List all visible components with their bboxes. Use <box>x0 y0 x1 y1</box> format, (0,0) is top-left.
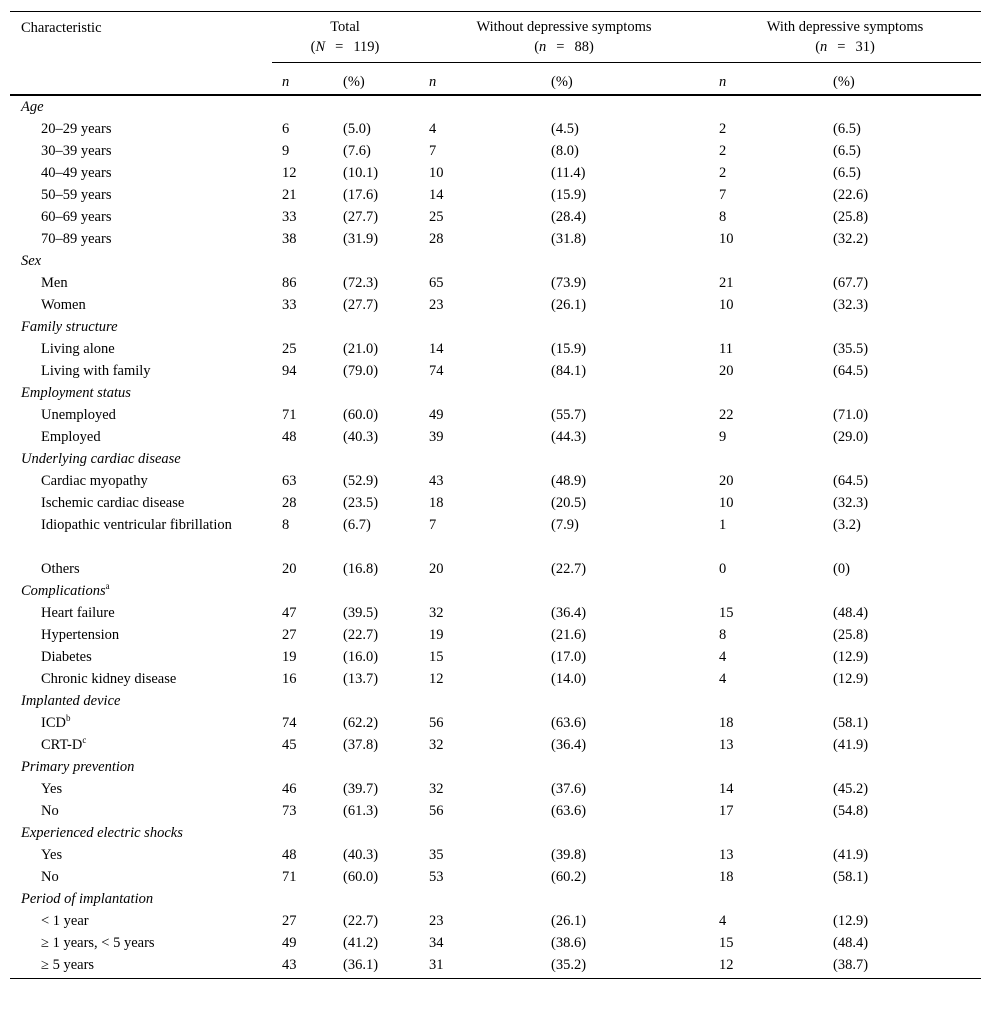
percent-cell: (29.0) <box>833 429 869 445</box>
percent-cell: (58.1) <box>833 715 869 731</box>
category-label: Sex <box>21 253 42 269</box>
percent-cell: (27.7) <box>343 209 379 225</box>
count-cell: 6 <box>282 121 290 137</box>
count-cell: 13 <box>719 847 734 863</box>
percent-cell: (52.9) <box>343 473 379 489</box>
header-without <box>450 17 678 57</box>
percent-cell: (73.9) <box>551 275 587 291</box>
percent-cell: (15.9) <box>551 341 587 357</box>
percent-cell: (32.2) <box>833 231 869 247</box>
count-cell: 4 <box>429 121 437 137</box>
top-rule <box>10 11 981 12</box>
sub-n-with: n <box>719 74 727 90</box>
count-cell: 18 <box>719 869 734 885</box>
row-label: No <box>41 803 59 819</box>
percent-cell: (35.2) <box>551 957 587 973</box>
percent-cell: (48.4) <box>833 935 869 951</box>
percent-cell: (6.7) <box>343 517 371 533</box>
count-cell: 17 <box>719 803 734 819</box>
percent-cell: (25.8) <box>833 627 869 643</box>
percent-cell: (37.8) <box>343 737 379 753</box>
count-cell: 38 <box>282 231 297 247</box>
percent-cell: (6.5) <box>833 165 861 181</box>
count-cell: 65 <box>429 275 444 291</box>
count-cell: 7 <box>429 143 437 159</box>
table-body <box>10 96 981 976</box>
count-cell: 19 <box>429 627 444 643</box>
table-row <box>10 668 981 690</box>
percent-cell: (31.9) <box>343 231 379 247</box>
table-row <box>10 470 981 492</box>
count-cell: 49 <box>429 407 444 423</box>
count-cell: 86 <box>282 275 297 291</box>
header-total-title: Total <box>330 19 360 35</box>
category-label: Family structure <box>21 319 118 335</box>
percent-cell: (32.3) <box>833 297 869 313</box>
count-cell: 48 <box>282 429 297 445</box>
count-cell: 16 <box>282 671 297 687</box>
row-label: 30–39 years <box>41 143 112 159</box>
count-cell: 53 <box>429 869 444 885</box>
row-label: 40–49 years <box>41 165 112 181</box>
count-cell: 28 <box>282 495 297 511</box>
percent-cell: (22.6) <box>833 187 869 203</box>
percent-cell: (61.3) <box>343 803 379 819</box>
row-label: Ischemic cardiac disease <box>41 495 185 511</box>
row-label: Women <box>41 297 86 313</box>
count-cell: 35 <box>429 847 444 863</box>
percent-cell: (31.8) <box>551 231 587 247</box>
percent-cell: (21.6) <box>551 627 587 643</box>
table-row <box>10 360 981 382</box>
count-cell: 27 <box>282 627 297 643</box>
table-row <box>10 624 981 646</box>
percent-cell: (12.9) <box>833 671 869 687</box>
count-cell: 49 <box>282 935 297 951</box>
percent-cell: (37.6) <box>551 781 587 797</box>
row-label: CRT-$D^c$ <box>41 735 87 753</box>
count-cell: 21 <box>282 187 297 203</box>
table-row <box>10 778 981 800</box>
table-row <box>10 734 981 756</box>
percent-cell: (39.7) <box>343 781 379 797</box>
percent-cell: (12.9) <box>833 913 869 929</box>
percent-cell: (48.4) <box>833 605 869 621</box>
category-row <box>10 580 981 602</box>
count-cell: 10 <box>719 231 734 247</box>
percent-cell: (64.5) <box>833 363 869 379</box>
percent-cell: (26.1) <box>551 913 587 929</box>
row-label: Others <box>41 561 80 577</box>
count-cell: 1 <box>719 517 727 533</box>
percent-cell: (40.3) <box>343 847 379 863</box>
row-label: Men <box>41 275 68 291</box>
count-cell: 2 <box>719 121 727 137</box>
header-with <box>730 17 960 57</box>
count-cell: 73 <box>282 803 297 819</box>
percent-cell: (6.5) <box>833 143 861 159</box>
row-label: Diabetes <box>41 649 92 665</box>
table-row <box>10 558 981 580</box>
percent-cell: (35.5) <box>833 341 869 357</box>
row-label: ≥ 5 years <box>41 957 95 973</box>
category-row <box>10 448 981 470</box>
count-cell: 18 <box>719 715 734 731</box>
percent-cell: (48.9) <box>551 473 587 489</box>
row-label: Living with family <box>41 363 151 379</box>
category-row <box>10 250 981 272</box>
row-label: 60–69 years <box>41 209 112 225</box>
row-label: 20–29 years <box>41 121 112 137</box>
category-row <box>10 822 981 844</box>
table-row <box>10 844 981 866</box>
percent-cell: (55.7) <box>551 407 587 423</box>
row-label: Yes <box>41 847 63 863</box>
count-cell: 15 <box>719 605 734 621</box>
percent-cell: (22.7) <box>343 627 379 643</box>
table-row <box>10 932 981 954</box>
percent-cell: (44.3) <box>551 429 587 445</box>
table-row <box>10 426 981 448</box>
percent-cell: (60.0) <box>343 869 379 885</box>
count-cell: 23 <box>429 913 444 929</box>
percent-cell: (63.6) <box>551 715 587 731</box>
count-cell: 22 <box>719 407 734 423</box>
category-label: Age <box>21 99 44 115</box>
percent-cell: (28.4) <box>551 209 587 225</box>
count-cell: 39 <box>429 429 444 445</box>
count-cell: 56 <box>429 803 444 819</box>
percent-cell: (10.1) <box>343 165 379 181</box>
count-cell: 25 <box>429 209 444 225</box>
category-label: Underlying cardiac disease <box>21 451 181 467</box>
row-label: Living alone <box>41 341 115 357</box>
header-total-count: (N = 119) <box>310 39 380 55</box>
percent-cell: (16.0) <box>343 649 379 665</box>
percent-cell: (22.7) <box>343 913 379 929</box>
count-cell: 32 <box>429 737 444 753</box>
percent-cell: (16.8) <box>343 561 379 577</box>
row-label: < 1 year <box>41 913 89 929</box>
count-cell: 20 <box>282 561 297 577</box>
group-rule <box>272 62 981 63</box>
percent-cell: (32.3) <box>833 495 869 511</box>
category-label: Experienced electric shocks <box>21 825 183 841</box>
count-cell: 15 <box>429 649 444 665</box>
table-row <box>10 800 981 822</box>
percent-cell: (12.9) <box>833 649 869 665</box>
table-row <box>10 118 981 140</box>
category-label: Primary prevention <box>21 759 135 775</box>
row-label: 70–89 years <box>41 231 112 247</box>
row-label: No <box>41 869 59 885</box>
count-cell: 19 <box>282 649 297 665</box>
percent-cell: (41.2) <box>343 935 379 951</box>
row-label: Unemployed <box>41 407 116 423</box>
count-cell: 46 <box>282 781 297 797</box>
count-cell: 34 <box>429 935 444 951</box>
percent-cell: (72.3) <box>343 275 379 291</box>
row-label: 50–59 years <box>41 187 112 203</box>
table-row <box>10 184 981 206</box>
percent-cell: (22.7) <box>551 561 587 577</box>
count-cell: 47 <box>282 605 297 621</box>
category-row <box>10 382 981 404</box>
count-cell: 74 <box>282 715 297 731</box>
category-row <box>10 96 981 118</box>
table-row <box>10 140 981 162</box>
count-cell: 23 <box>429 297 444 313</box>
category-row <box>10 316 981 338</box>
table-row <box>10 910 981 932</box>
percent-cell: (36.4) <box>551 737 587 753</box>
count-cell: 7 <box>429 517 437 533</box>
category-label: Implanted device <box>21 693 121 709</box>
count-cell: 15 <box>719 935 734 951</box>
count-cell: 32 <box>429 605 444 621</box>
sub-pct-with: (%) <box>833 74 855 90</box>
count-cell: 43 <box>429 473 444 489</box>
count-cell: 4 <box>719 671 727 687</box>
count-cell: 8 <box>719 209 727 225</box>
table-row <box>10 712 981 734</box>
percent-cell: (62.2) <box>343 715 379 731</box>
category-label: Period of implantation <box>21 891 154 907</box>
percent-cell: (38.6) <box>551 935 587 951</box>
percent-cell: (5.0) <box>343 121 371 137</box>
category-label: Employment status <box>21 385 131 401</box>
count-cell: 45 <box>282 737 297 753</box>
footnote-marker: a <box>105 581 110 592</box>
count-cell: 20 <box>429 561 444 577</box>
percent-cell: (40.3) <box>343 429 379 445</box>
count-cell: 27 <box>282 913 297 929</box>
row-label: Hypertension <box>41 627 120 643</box>
percent-cell: (25.8) <box>833 209 869 225</box>
category-label: Complications$^a$ <box>21 581 110 599</box>
count-cell: 14 <box>719 781 734 797</box>
sub-n-total: n <box>282 74 290 90</box>
count-cell: 33 <box>282 209 297 225</box>
count-cell: 71 <box>282 869 297 885</box>
percent-cell: (17.6) <box>343 187 379 203</box>
count-cell: 43 <box>282 957 297 973</box>
category-row <box>10 690 981 712</box>
count-cell: 14 <box>429 341 444 357</box>
sub-pct-total: (%) <box>343 74 365 90</box>
count-cell: 25 <box>282 341 297 357</box>
percent-cell: (36.4) <box>551 605 587 621</box>
table-row <box>10 206 981 228</box>
count-cell: 2 <box>719 143 727 159</box>
table-row <box>10 294 981 316</box>
table-row <box>10 954 981 976</box>
count-cell: 4 <box>719 649 727 665</box>
table-row <box>10 404 981 426</box>
table-row <box>10 272 981 294</box>
percent-cell: (7.9) <box>551 517 579 533</box>
count-cell: 9 <box>719 429 727 445</box>
percent-cell: (8.0) <box>551 143 579 159</box>
percent-cell: (3.2) <box>833 517 861 533</box>
table-row <box>10 228 981 250</box>
sub-pct-without: (%) <box>551 74 573 90</box>
count-cell: 63 <box>282 473 297 489</box>
percent-cell: (54.8) <box>833 803 869 819</box>
count-cell: 32 <box>429 781 444 797</box>
percent-cell: (17.0) <box>551 649 587 665</box>
percent-cell: (6.5) <box>833 121 861 137</box>
table-row <box>10 646 981 668</box>
count-cell: 10 <box>719 297 734 313</box>
category-row <box>10 888 981 910</box>
count-cell: 0 <box>719 561 727 577</box>
row-label: Yes <box>41 781 63 797</box>
percent-cell: (15.9) <box>551 187 587 203</box>
percent-cell: (23.5) <box>343 495 379 511</box>
count-cell: 9 <box>282 143 290 159</box>
count-cell: 12 <box>282 165 297 181</box>
percent-cell: (63.6) <box>551 803 587 819</box>
table-row <box>10 338 981 360</box>
count-cell: 33 <box>282 297 297 313</box>
table-row <box>10 162 981 184</box>
percent-cell: (38.7) <box>833 957 869 973</box>
percent-cell: (21.0) <box>343 341 379 357</box>
table-row <box>10 514 981 558</box>
count-cell: 48 <box>282 847 297 863</box>
sub-n-without: n <box>429 74 437 90</box>
row-label: ≥ 1 years, < 5 years <box>41 935 155 951</box>
percent-cell: (60.2) <box>551 869 587 885</box>
table-row <box>10 602 981 624</box>
percent-cell: (4.5) <box>551 121 579 137</box>
percent-cell: (58.1) <box>833 869 869 885</box>
percent-cell: (67.7) <box>833 275 869 291</box>
row-label: Heart failure <box>41 605 115 621</box>
table-row <box>10 866 981 888</box>
count-cell: 21 <box>719 275 734 291</box>
percent-cell: (41.9) <box>833 737 869 753</box>
table-row <box>10 492 981 514</box>
percent-cell: (71.0) <box>833 407 869 423</box>
count-cell: 10 <box>719 495 734 511</box>
count-cell: 12 <box>719 957 734 973</box>
footnote-marker: c <box>82 735 87 746</box>
count-cell: 11 <box>719 341 733 357</box>
percent-cell: (84.1) <box>551 363 587 379</box>
count-cell: 8 <box>719 627 727 643</box>
header-without-title: Without depressive symptoms <box>476 19 652 35</box>
count-cell: 14 <box>429 187 444 203</box>
header-total <box>265 17 425 57</box>
count-cell: 20 <box>719 363 734 379</box>
bottom-rule <box>10 978 981 979</box>
count-cell: 94 <box>282 363 297 379</box>
row-label: Cardiac myopathy <box>41 473 148 489</box>
count-cell: 7 <box>719 187 727 203</box>
percent-cell: (79.0) <box>343 363 379 379</box>
count-cell: 56 <box>429 715 444 731</box>
count-cell: 20 <box>719 473 734 489</box>
percent-cell: (39.8) <box>551 847 587 863</box>
percent-cell: (64.5) <box>833 473 869 489</box>
count-cell: 4 <box>719 913 727 929</box>
count-cell: 31 <box>429 957 444 973</box>
percent-cell: (39.5) <box>343 605 379 621</box>
header-with-count: (n = 31) <box>815 39 875 55</box>
row-label: Chronic kidney disease <box>41 671 177 687</box>
count-cell: 28 <box>429 231 444 247</box>
header-without-count: (n = 88) <box>534 39 594 55</box>
count-cell: 71 <box>282 407 297 423</box>
percent-cell: (26.1) <box>551 297 587 313</box>
count-cell: 74 <box>429 363 444 379</box>
count-cell: 10 <box>429 165 444 181</box>
header-with-title: With depressive symptoms <box>766 19 924 35</box>
count-cell: 13 <box>719 737 734 753</box>
percent-cell: (45.2) <box>833 781 869 797</box>
row-label: Employed <box>41 429 101 445</box>
percent-cell: (20.5) <box>551 495 587 511</box>
count-cell: 12 <box>429 671 444 687</box>
percent-cell: (7.6) <box>343 143 371 159</box>
count-cell: 18 <box>429 495 444 511</box>
percent-cell: (14.0) <box>551 671 587 687</box>
percent-cell: (41.9) <box>833 847 869 863</box>
header-characteristic: Characteristic <box>21 20 102 36</box>
category-row <box>10 756 981 778</box>
row-label: ICD$^b$ <box>41 713 71 731</box>
count-cell: 8 <box>282 517 290 533</box>
count-cell: 2 <box>719 165 727 181</box>
percent-cell: (11.4) <box>551 165 586 181</box>
percent-cell: (27.7) <box>343 297 379 313</box>
percent-cell: (0) <box>833 561 850 577</box>
footnote-marker: b <box>65 713 71 724</box>
percent-cell: (13.7) <box>343 671 379 687</box>
row-label: Idiopathic ventricular fibrillation <box>41 517 232 533</box>
percent-cell: (36.1) <box>343 957 379 973</box>
percent-cell: (60.0) <box>343 407 379 423</box>
